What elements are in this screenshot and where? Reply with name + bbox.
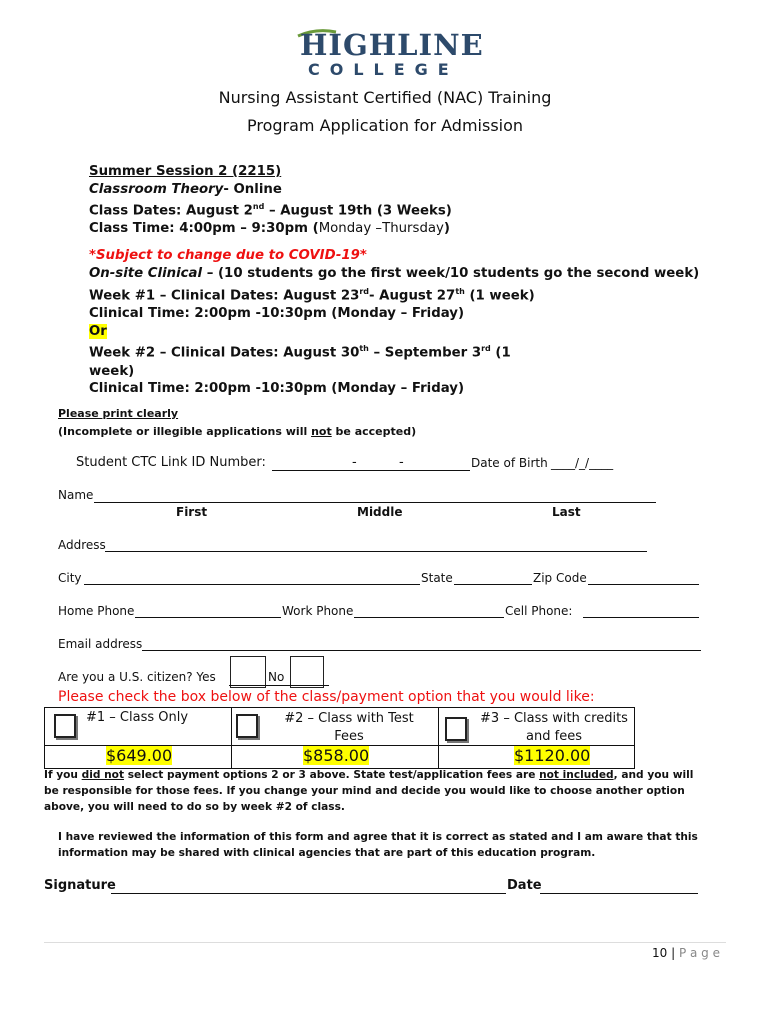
option-3-checkbox[interactable] <box>445 717 467 741</box>
email-field[interactable] <box>142 650 701 651</box>
date-field[interactable] <box>540 893 698 894</box>
class-time-days: Monday –Thursday <box>318 220 444 236</box>
home-phone-field[interactable] <box>135 617 281 618</box>
name-label: Name <box>58 488 94 502</box>
ctc-id-field[interactable] <box>272 470 470 471</box>
payment-note <box>44 767 693 815</box>
logo-bottom-text: COLLEGE <box>308 60 459 79</box>
theory-label: Classroom Theory <box>89 181 224 197</box>
print-clearly: Please print clearly <box>58 407 179 420</box>
option-3-label-line-2: and fees <box>526 729 582 744</box>
option-3-price-text: $1120.00 <box>514 746 591 765</box>
first-caption: First <box>176 505 208 519</box>
class-dates-text-end: – August 19th (3 Weeks) <box>264 203 452 219</box>
city-field[interactable] <box>84 584 420 585</box>
title-line-1: Nursing Assistant Certified (NAC) Training <box>218 88 552 107</box>
option-1-price <box>106 746 172 765</box>
page-title <box>0 88 770 136</box>
last-caption: Last <box>552 505 581 519</box>
citizen-line <box>229 685 329 686</box>
dob-field[interactable]: ____/_/____ <box>551 456 614 470</box>
session-heading: Summer Session 2 (2215) <box>89 164 282 179</box>
agreement-text <box>58 829 698 861</box>
work-phone-label: Work Phone <box>282 604 354 618</box>
name-field[interactable] <box>94 502 656 503</box>
footer-divider <box>44 942 726 943</box>
page-word: P a g e <box>678 946 720 960</box>
clinical-block <box>89 247 699 398</box>
agreement-line-1: I have reviewed the information of this form and agree that it is correct as stated and I am aware that this <box>58 831 698 843</box>
note-did-not: did not <box>81 769 125 781</box>
class-dates <box>89 198 452 220</box>
home-phone-label: Home Phone <box>58 604 135 618</box>
week2-sup-1: th <box>359 344 369 354</box>
week1-text-c: (1 week) <box>464 288 535 304</box>
session-block <box>89 163 452 237</box>
instructions <box>58 405 416 441</box>
page-number <box>652 946 720 960</box>
page-number-value: 10 <box>652 946 668 960</box>
city-label: City <box>58 571 82 585</box>
citizen-yes-checkbox[interactable] <box>230 656 266 688</box>
week1-text-b: - August 27 <box>369 288 456 304</box>
week2-text-b: – September 3 <box>368 345 482 361</box>
option-2-label-line-1: #2 – Class with Test <box>284 711 414 726</box>
address-field[interactable] <box>105 551 647 552</box>
class-dates-text: Class Dates: August 2 <box>89 203 253 219</box>
option-2-checkbox[interactable] <box>236 714 258 738</box>
table-divider-1 <box>231 707 232 769</box>
table-border-right <box>634 707 635 769</box>
note-line-3: above, you will need to do so by week #2 of class. <box>44 801 345 813</box>
agreement-line-2: information may be shared with clinical agencies that are part of this education program. <box>58 847 596 859</box>
week2-text-c: (1 <box>490 345 511 361</box>
week1-dates <box>89 283 699 305</box>
option-2-label <box>264 710 434 746</box>
option-3-label <box>474 710 634 746</box>
option-1-checkbox[interactable] <box>54 714 76 738</box>
note-text-c: , and you will <box>613 769 694 781</box>
ctc-dash-2: - <box>399 455 404 470</box>
week1-text-a: Week #1 – Clinical Dates: August 23 <box>89 288 360 304</box>
class-dates-sup: nd <box>252 202 265 211</box>
cell-phone-label: Cell Phone: <box>505 604 573 618</box>
week2-dates <box>89 340 699 362</box>
middle-caption: Middle <box>357 505 403 519</box>
dob-label: Date of Birth <box>471 456 548 470</box>
theory-line <box>89 181 452 199</box>
week1-sup-2: th <box>455 286 465 296</box>
state-label: State <box>421 571 453 585</box>
signature-label: Signature <box>44 878 116 893</box>
class-time <box>89 220 452 238</box>
onsite-value: – (10 students go the first week/10 students go the second week) <box>202 265 700 281</box>
signature-field[interactable] <box>111 893 506 894</box>
payment-table <box>44 707 635 769</box>
week2-sup-2: rd <box>481 344 491 354</box>
theory-value: - Online <box>223 181 282 197</box>
incomplete-text-b: be accepted) <box>331 425 417 438</box>
class-time-text: Class Time: 4:00pm – 9:30pm ( <box>89 220 319 236</box>
note-text-a: If you <box>44 769 82 781</box>
citizen-no-checkbox[interactable] <box>290 656 324 688</box>
week2-text-a: Week #2 – Clinical Dates: August 30 <box>89 345 360 361</box>
work-phone-field[interactable] <box>354 617 504 618</box>
incomplete-text-a: (Incomplete or illegible applications will <box>58 425 312 438</box>
onsite-label: On-site Clinical <box>89 265 203 281</box>
incomplete-note <box>58 423 416 441</box>
table-border-top <box>44 707 635 708</box>
option-1-price-text: $649.00 <box>106 746 173 765</box>
incomplete-not: not <box>311 425 332 438</box>
state-field[interactable] <box>454 584 532 585</box>
zip-label: Zip Code <box>533 571 587 585</box>
table-border-left <box>44 707 45 769</box>
option-3-price <box>514 746 590 765</box>
ctc-label: Student CTC Link ID Number: <box>76 455 266 470</box>
option-2-price-text: $858.00 <box>303 746 370 765</box>
title-line-2: Program Application for Admission <box>246 116 524 135</box>
week2-text-d: week) <box>89 363 135 379</box>
note-not-included: not included <box>539 769 614 781</box>
or-label: Or <box>89 323 107 339</box>
citizen-no-label: No <box>268 670 285 684</box>
address-label: Address <box>58 538 106 552</box>
option-1-label: #1 – Class Only <box>86 710 189 725</box>
citizen-label: Are you a U.S. citizen? Yes <box>58 670 216 684</box>
logo-top-text: HIGHLINE <box>300 28 484 62</box>
email-label: Email address <box>58 637 143 651</box>
covid-notice: *Subject to change due to COVID-19* <box>89 248 367 263</box>
week1-time: Clinical Time: 2:00pm -10:30pm (Monday – Friday) <box>89 305 465 321</box>
payment-heading: Please check the box below of the class/payment option that you would like: <box>58 689 595 705</box>
note-text-b: select payment options 2 or 3 above. State test/application fees are <box>124 769 540 781</box>
date-label: Date <box>507 878 542 893</box>
note-line-2: be responsible for those fees. If you change your mind and decide you would like to choose another option <box>44 785 685 797</box>
week1-sup-1: rd <box>359 286 370 296</box>
college-logo <box>296 26 484 80</box>
class-time-close: ) <box>443 220 450 236</box>
ctc-dash-1: - <box>352 455 357 470</box>
page-number-sep: | <box>667 946 679 960</box>
onsite-line <box>89 265 699 283</box>
table-divider-2 <box>438 707 439 769</box>
option-2-label-line-2: Fees <box>334 729 364 744</box>
cell-phone-field[interactable] <box>583 617 699 618</box>
zip-field[interactable] <box>588 584 699 585</box>
option-2-price <box>303 746 369 765</box>
option-3-label-line-1: #3 – Class with credits <box>480 711 628 726</box>
week2-time: Clinical Time: 2:00pm -10:30pm (Monday – Friday) <box>89 381 465 397</box>
